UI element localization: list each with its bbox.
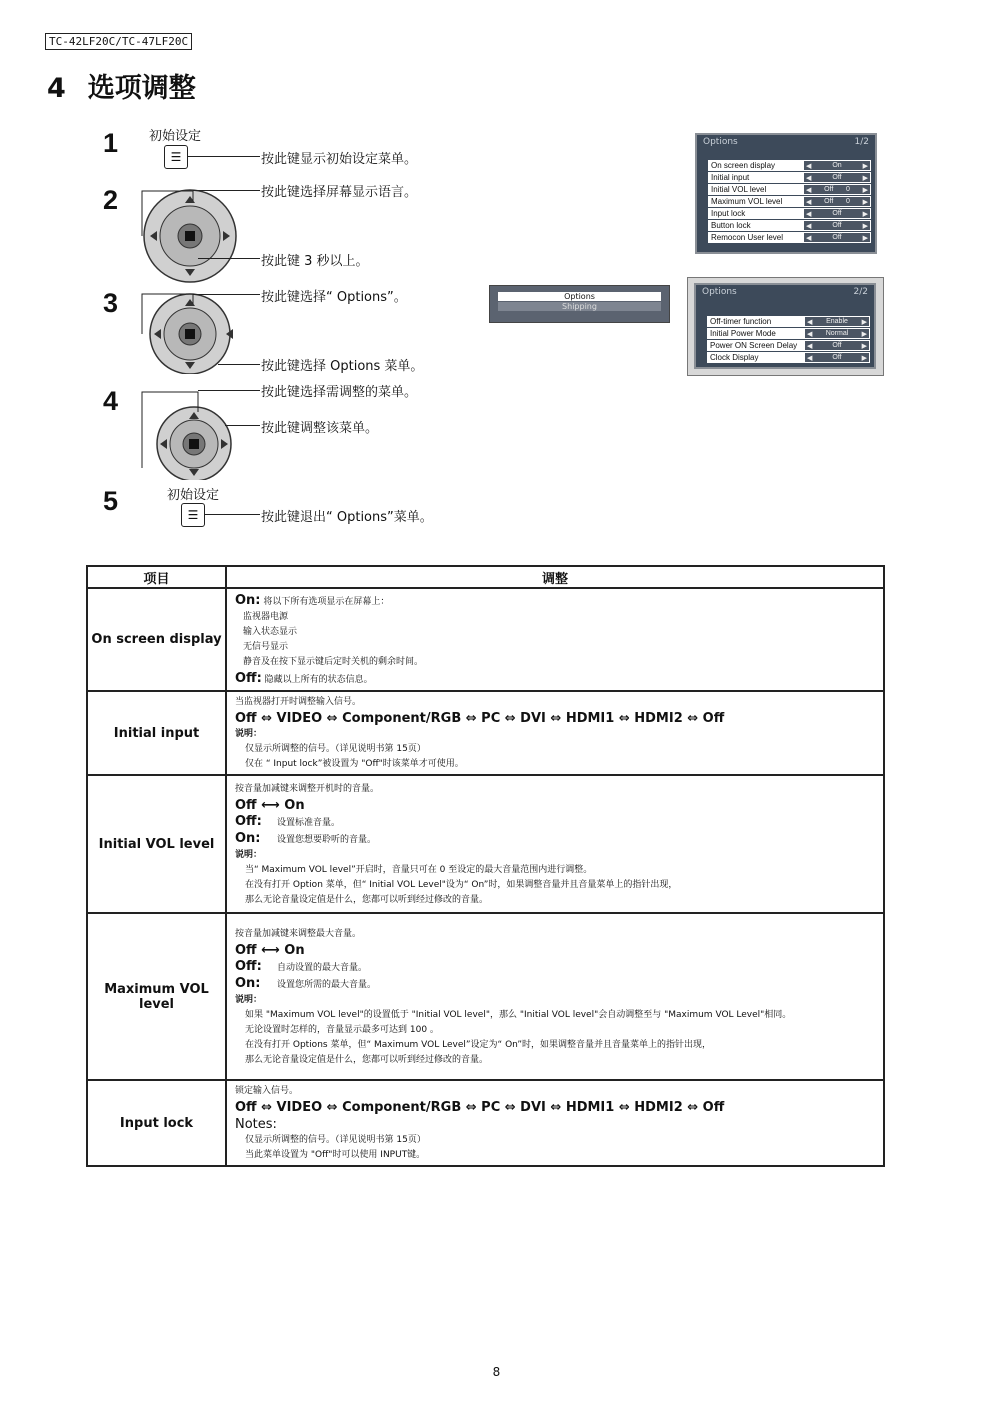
page-number: 8 <box>492 1365 501 1379</box>
menu-list-icon[interactable]: ☰ <box>164 145 188 169</box>
leader-line <box>205 514 260 515</box>
leader-line <box>188 156 260 157</box>
osd-row[interactable]: Initial input ◀ Off ▶ <box>708 172 871 183</box>
osd-row[interactable]: Remocon User level ◀ Off ▶ <box>708 232 871 243</box>
options-menu-page2 <box>694 283 876 369</box>
step-5-key-caption: 初始设定 <box>167 488 220 503</box>
item-initial-vol-level: Initial VOL level <box>87 775 226 913</box>
desc-on-screen-display: On: 将以下所有选项显示在屏幕上： 监视器电源 输入状态显示 无信号显示 静音及在按下显示键后定时关机的剩余时间。 Off: 隐藏以上所有的状态信息。 <box>226 588 884 691</box>
item-initial-input: Initial input <box>87 691 226 775</box>
item-on-screen-display: On screen display <box>87 588 226 691</box>
osd-row[interactable]: Clock Display ◀ Off ▶ <box>707 352 870 363</box>
osd-title: Options <box>703 137 738 147</box>
osd-row[interactable]: Initial VOL level ◀ Off 0 ▶ <box>708 184 871 195</box>
step-2-label-b: 按此键 3 秒以上。 <box>261 254 369 269</box>
leader-line <box>193 294 260 295</box>
desc-input-lock: 锁定输入信号。 Off ⇔ VIDEO ⇔ Component/RGB ⇔ PC ⇔ DVI ⇔ HDMI1 ⇔ HDMI2 ⇔ Off Notes: 仅显示所调整的信号。（详见说明书第 15页） 当此菜单设置为 "Off"时可以使用 INPUT键。 <box>226 1080 884 1166</box>
step-4-number: 4 <box>103 386 119 416</box>
leader-line <box>218 364 260 365</box>
col-header-adjust: 调整 <box>226 566 884 588</box>
col-header-item: 项目 <box>87 566 226 588</box>
item-maximum-vol-level: Maximum VOL level <box>87 913 226 1080</box>
options-selector[interactable] <box>489 285 670 323</box>
step-4-label-a: 按此键选择需调整的菜单。 <box>261 385 418 400</box>
osd-row[interactable]: Maximum VOL level ◀ Off 0 ▶ <box>708 196 871 207</box>
osd-title: Options <box>702 287 737 297</box>
item-input-lock: Input lock <box>87 1080 226 1166</box>
step-1-key-caption: 初始设定 <box>149 129 202 144</box>
osd-row[interactable]: Button lock ◀ Off ▶ <box>708 220 871 231</box>
section-title-text: 选项调整 <box>87 73 196 104</box>
section-number: 4 <box>47 73 66 104</box>
step-5-label: 按此键退出“ Options”菜单。 <box>261 510 433 525</box>
dpad-icon[interactable] <box>138 388 238 480</box>
desc-maximum-vol-level: 按音量加减键来调整最大音量。 Off ⟷ On Off: 自动设置的最大音量。 On: 设置您所需的最大音量。 说明： 如果 "Maximum VOL level"的设置低于 "Initial VOL level"，那么 "Initial VOL level"会自动调整至与 "Maximum VOL Level"相同。 无论设置时怎样的，音量显示最多可达到 100 。 在没有打开 Options 菜单，但“ Maximum VOL Level”设定为“ On”时，如果调整音量并且音量菜单上的指针出现， 那么无论音量设定值是什么，您都可以听到经过修改的音量。 <box>226 913 884 1080</box>
options-menu-page1 <box>695 133 877 254</box>
menu-list-icon[interactable]: ☰ <box>181 503 205 527</box>
step-5-number: 5 <box>103 486 119 516</box>
step-4-label-b: 按此键调整该菜单。 <box>261 421 379 436</box>
leader-line <box>198 258 260 259</box>
osd-row[interactable]: Power ON Screen Delay ◀ Off ▶ <box>707 340 870 351</box>
dpad-icon[interactable] <box>138 290 238 374</box>
shipping-item[interactable]: Shipping <box>498 302 661 311</box>
osd-row[interactable]: Input lock ◀ Off ▶ <box>708 208 871 219</box>
model-tag: TC-42LF20C/TC-47LF20C <box>45 33 192 50</box>
desc-initial-vol-level: 按音量加减键来调整开机时的音量。 Off ⟷ On Off: 设置标准音量。 On: 设置您想要聆听的音量。 说明： 当“ Maximum VOL level”开启时，音量只可在 0 至设定的最大音量范围内进行调整。 在没有打开 Option 菜单，但“ Initial VOL Level"设为“ On”时，如果调整音量并且音量菜单上的指针出现， 那么无论音量设定值是什么，您都可以听到经过修改的音量。 <box>226 775 884 913</box>
osd-row[interactable]: Off-timer function ◀ Enable ▶ <box>707 316 870 327</box>
desc-initial-input: 当监视器打开时调整输入信号。 Off ⇔ VIDEO ⇔ Component/RGB ⇔ PC ⇔ DVI ⇔ HDMI1 ⇔ HDMI2 ⇔ Off 说明： 仅显示所调整的信号。（详见说明书第 15页） 仅在 “ Input lock”被设置为 "Off"时该菜单才可使用。 <box>226 691 884 775</box>
section-title <box>47 66 196 105</box>
osd-row[interactable]: On screen display ◀ On ▶ <box>708 160 871 171</box>
leader-line <box>198 390 260 391</box>
step-3-label-a: 按此键选择“ Options”。 <box>261 290 407 305</box>
dpad-icon[interactable] <box>138 186 238 286</box>
osd-row[interactable]: Initial Power Mode ◀ Normal ▶ <box>707 328 870 339</box>
step-2-label-a: 按此键选择屏幕显示语言。 <box>261 185 418 200</box>
leader-line <box>193 190 260 191</box>
osd-page: 1/2 <box>854 137 869 147</box>
osd-page: 2/2 <box>853 287 868 297</box>
step-2-number: 2 <box>103 185 119 215</box>
step-1-label: 按此键显示初始设定菜单。 <box>261 152 418 167</box>
step-3-number: 3 <box>103 288 119 318</box>
step-3-label-b: 按此键选择 Options 菜单。 <box>261 359 424 374</box>
leader-line <box>225 425 260 426</box>
options-item[interactable]: Options <box>498 292 661 301</box>
adjustment-table <box>86 565 885 1167</box>
step-1-number: 1 <box>103 128 119 158</box>
